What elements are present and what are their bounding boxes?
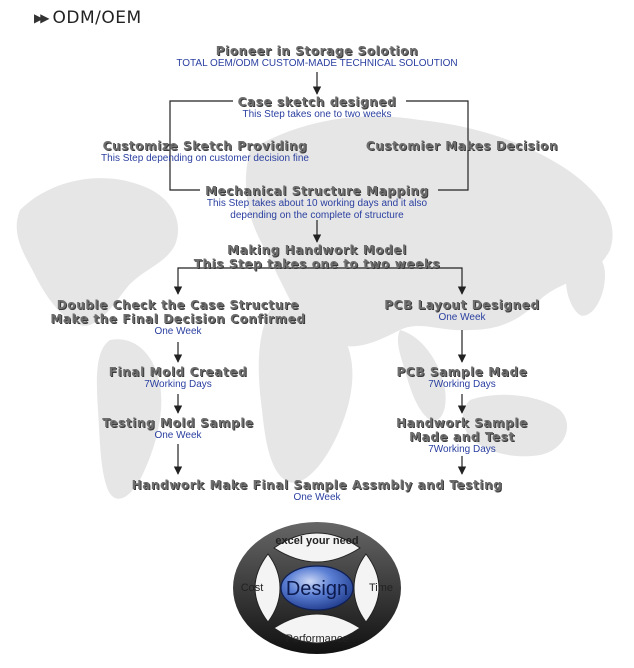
page-header <box>34 8 142 28</box>
step-testing-mold <box>78 416 278 442</box>
step-case-sketch <box>167 95 467 121</box>
step-handwork-sample <box>372 416 552 456</box>
step-note: One Week <box>154 430 202 441</box>
step-title: PCB Sample Made <box>396 365 528 379</box>
step-title-line2: This Step takes one to two weeks <box>193 257 441 271</box>
step-handwork-model <box>167 243 467 271</box>
step-title: Customier Makes Decision <box>365 139 559 153</box>
design-logo <box>228 518 406 662</box>
step-final-sample <box>97 478 537 504</box>
step-note: One Week <box>293 492 341 503</box>
logo-left-text: Cost <box>240 582 264 594</box>
step-title-line1: Double Check the Case Structure <box>56 298 300 312</box>
step-customer-decision <box>362 139 562 153</box>
step-title-line1: Handwork Sample <box>396 416 528 430</box>
page-title: ODM/OEM <box>52 8 142 28</box>
step-title-line2: Made and Test <box>409 430 515 444</box>
step-double-check <box>48 298 308 338</box>
step-title: Testing Mold Sample <box>102 416 254 430</box>
step-final-mold <box>88 365 268 391</box>
step-title: Final Mold Created <box>108 365 248 379</box>
step-title: Customize Sketch Providing <box>102 139 308 153</box>
logo-top-text: excel your need <box>275 535 359 547</box>
step-mechanical-structure <box>157 184 477 222</box>
step-title: Mechanical Structure Mapping <box>205 184 429 198</box>
logo-right-text: Time <box>368 582 394 594</box>
step-note: One Week <box>154 326 202 337</box>
logo-bottom-text: Performance <box>285 633 349 645</box>
step-note: This Step takes one to two weeks <box>242 109 392 120</box>
step-note: 7Working Days <box>144 379 212 390</box>
step-title-line1: Making Handwork Model <box>227 243 407 257</box>
step-title: Handwork Make Final Sample Assmbly and Testing <box>131 478 503 492</box>
step-customize-sketch <box>65 139 345 165</box>
step-note-line1: This Step takes about 10 working days and it also <box>206 198 428 209</box>
double-arrow-icon: ▶▶ <box>34 11 47 25</box>
step-pioneer <box>117 44 517 70</box>
step-title: Case sketch designed <box>237 95 397 109</box>
step-pcb-layout <box>362 298 562 324</box>
step-pcb-sample <box>372 365 552 391</box>
step-title: Pioneer in Storage Solotion <box>215 44 419 58</box>
step-title: PCB Layout Designed <box>384 298 540 312</box>
step-note: One Week <box>438 312 486 323</box>
step-note: TOTAL OEM/ODM CUSTOM-MADE TECHNICAL SOLOUTION <box>176 58 458 69</box>
logo-center-text: Design <box>285 578 349 600</box>
step-note: 7Working Days <box>428 444 496 455</box>
step-note-line2: depending on the complete of structure <box>230 210 404 221</box>
step-title-line2: Make the Final Decision Confirmed <box>50 312 306 326</box>
step-note: This Step depending on customer decision fine <box>101 153 309 164</box>
step-note: 7Working Days <box>428 379 496 390</box>
